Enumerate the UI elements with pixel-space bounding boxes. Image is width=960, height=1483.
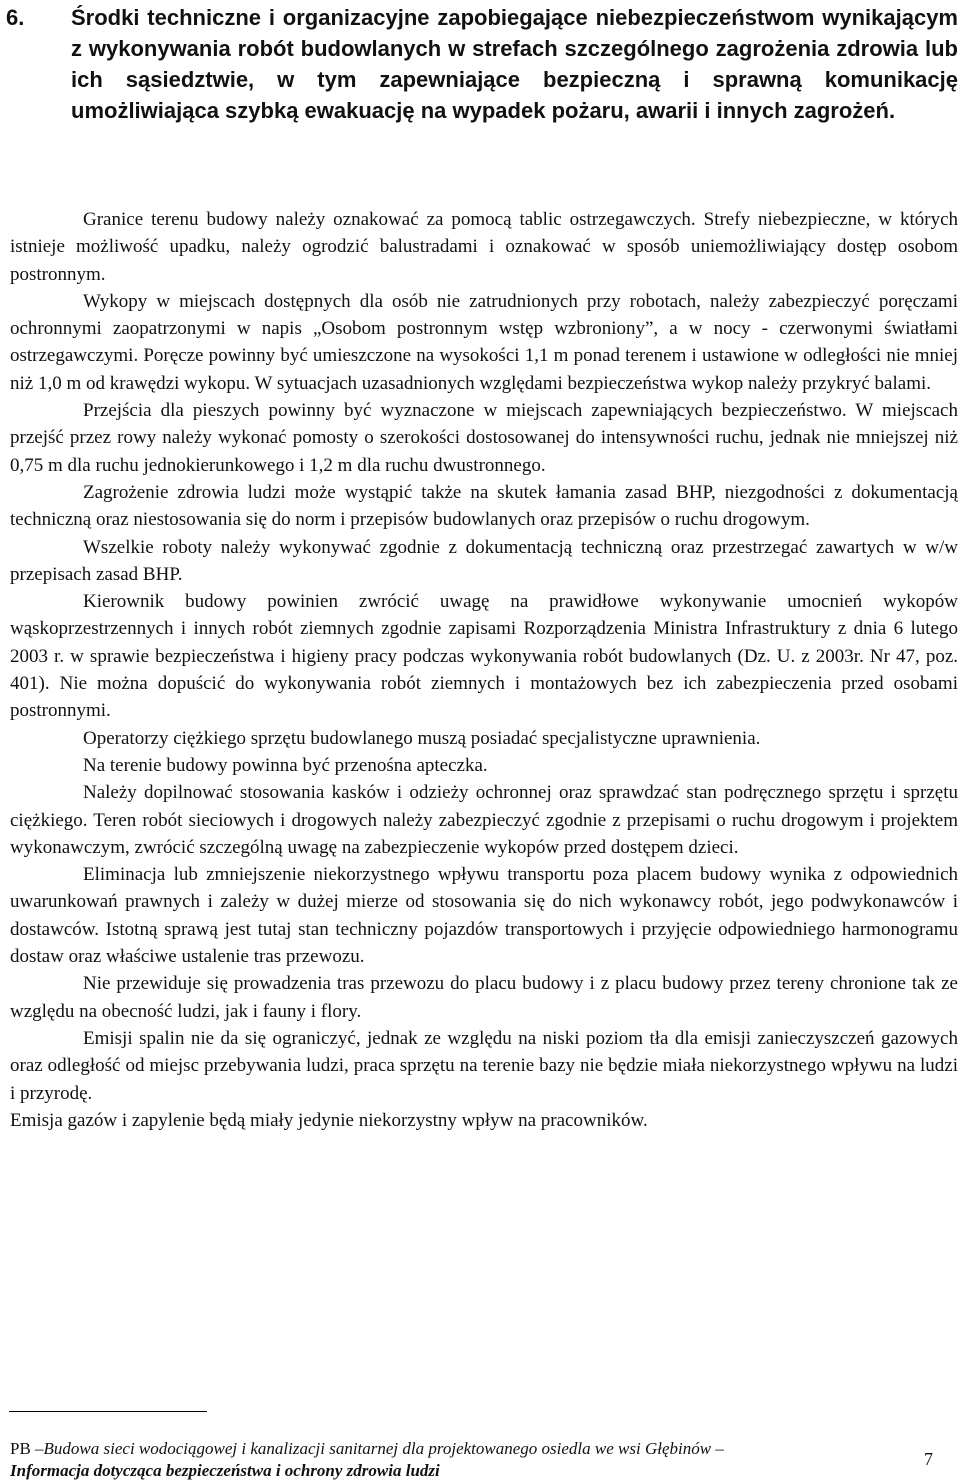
paragraph: Emisji spalin nie da się ograniczyć, jednak ze względu na niski poziom tła dla emisji zanieczyszczeń gazowych oraz odległość od miejsc przebywania ludzi, praca sprzętu na terenie bazy nie będzie miała niekorzystnego wpływu na ludzi i przyrodę.: [10, 1027, 958, 1104]
paragraph: Nie przewiduje się prowadzenia tras przewozu do placu budowy i z placu budowy przez tereny chronione tak ze względu na obecność ludzi, jak i fauny i flory.: [10, 973, 958, 1022]
paragraph: Granice terenu budowy należy oznakować za pomocą tablic ostrzegawczych. Strefy niebezpieczne, w których istnieje możliwość upadku, należy ogrodzić balustradami i oznakować w sposób uniemożliwiający dostęp osobom postronnym.: [10, 209, 958, 285]
page-number: 7: [924, 1449, 933, 1469]
paragraph: Emisja gazów i zapylenie będą miały jedynie niekorzystny wpływ na pracowników.: [10, 1109, 648, 1131]
footer-prefix: PB: [10, 1439, 31, 1458]
paragraph: Zagrożenie zdrowia ludzi może wystąpić także na skutek łamania zasad BHP, niezgodności z dokumentacją techniczną oraz niestosowania się do norm i przepisów budowlanych oraz przepisów o ruchu drogowym.: [10, 481, 958, 531]
paragraph: Wykopy w miejscach dostępnych dla osób nie zatrudnionych przy robotach, należy zabezpieczyć poręczami ochronnymi zaopatrzonymi w napis „Osobom postronnym wstęp wzbroniony”, a w nocy - czerwonymi światłami ostrzegawczymi. Poręcze powinny być umieszczone na wysokości 1,1 m ponad terenem i ustawione w odległości nie mniej niż 1,0 m od krawędzi wykopu. W sytuacjach uzasadnionych względami bezpieczeństwa wykop należy przykryć balami.: [10, 290, 958, 394]
page-footer: [10, 1438, 910, 1482]
footer-project-title: –Budowa sieci wodociągowej i kanalizacji sanitarnej dla projektowanego osiedla we wsi Głębinów –: [35, 1439, 724, 1458]
paragraph: Przejścia dla pieszych powinny być wyznaczone w miejscach zapewniających bezpieczeństwo. W miejscach przejść przez rowy należy wykonać pomosty o szerokości dostosowanej do intensywności ruchu, jednak nie mniejszej niż 0,75 m dla ruchu jednokierunkowego i 1,2 m dla ruchu dwustronnego.: [10, 400, 958, 476]
paragraph: Operatorzy ciężkiego sprzętu budowlanego muszą posiadać specjalistyczne uprawnienia.: [83, 727, 761, 749]
paragraph: Na terenie budowy powinna być przenośna apteczka.: [83, 754, 488, 776]
paragraph: Kierownik budowy powinien zwrócić uwagę na prawidłowe wykonywanie umocnień wykopów wąskoprzestrzennych i innych robót ziemnych zgodnie zapisami Rozporządzenia Ministra Infrastruktury z dnia 6 lutego 2003 r. w sprawie bezpieczeństwa i higieny pracy podczas wykonywania robót budowlanych (Dz. U. z 2003r. Nr 47, poz. 401). Nie można dopuścić do wykonywania robót ziemnych i montażowych bez ich zabezpieczenia przed osobami postronnymi.: [10, 591, 958, 722]
section-heading: [6, 2, 958, 126]
document-body: [10, 206, 958, 1134]
section-title: Środki techniczne i organizacyjne zapobiegające niebezpieczeństwom wynikającym z wykonywania robót budowlanych w strefach szczególnego zagrożenia zdrowia lub ich sąsiedztwie, w tym zapewniające bezpieczną i sprawną komunikację umożliwiająca szybką ewakuację na wypadek pożaru, awarii i innych zagrożeń.: [71, 5, 958, 123]
footer-project-line: [10, 1438, 910, 1460]
footer-subtitle: Informacja dotycząca bezpieczeństwa i ochrony zdrowia ludzi: [10, 1461, 440, 1480]
section-number: 6.: [6, 5, 25, 30]
paragraph: Eliminacja lub zmniejszenie niekorzystnego wpływu transportu poza placem budowy wynika z odpowiednich uwarunkowań prawnych i zależy w dużej mierze od stosowania się do nich wykonawcy robót, jego podwykonawców i dostawców. Istotną sprawą jest tutaj stan techniczny pojazdów transportowych i przyjęcie odpowiedniego harmonogramu dostaw oraz właściwe ustalenie tras przewozu.: [10, 864, 958, 968]
paragraph: Wszelkie roboty należy wykonywać zgodnie z dokumentacją techniczną oraz przestrzegać zawartych w w/w przepisach zasad BHP.: [10, 536, 958, 585]
footer-divider: [9, 1411, 207, 1412]
paragraph: Należy dopilnować stosowania kasków i odzieży ochronnej oraz sprawdzać stan podręcznego sprzętu i sprzętu ciężkiego. Teren robót sieciowych i drogowych należy zabezpieczyć zgodnie z przepisami o ruchu drogowym i projektem wykonawczym, zwrócić szczególną uwagę na zabezpieczenie wykopów przed dostępem dzieci.: [10, 782, 958, 858]
